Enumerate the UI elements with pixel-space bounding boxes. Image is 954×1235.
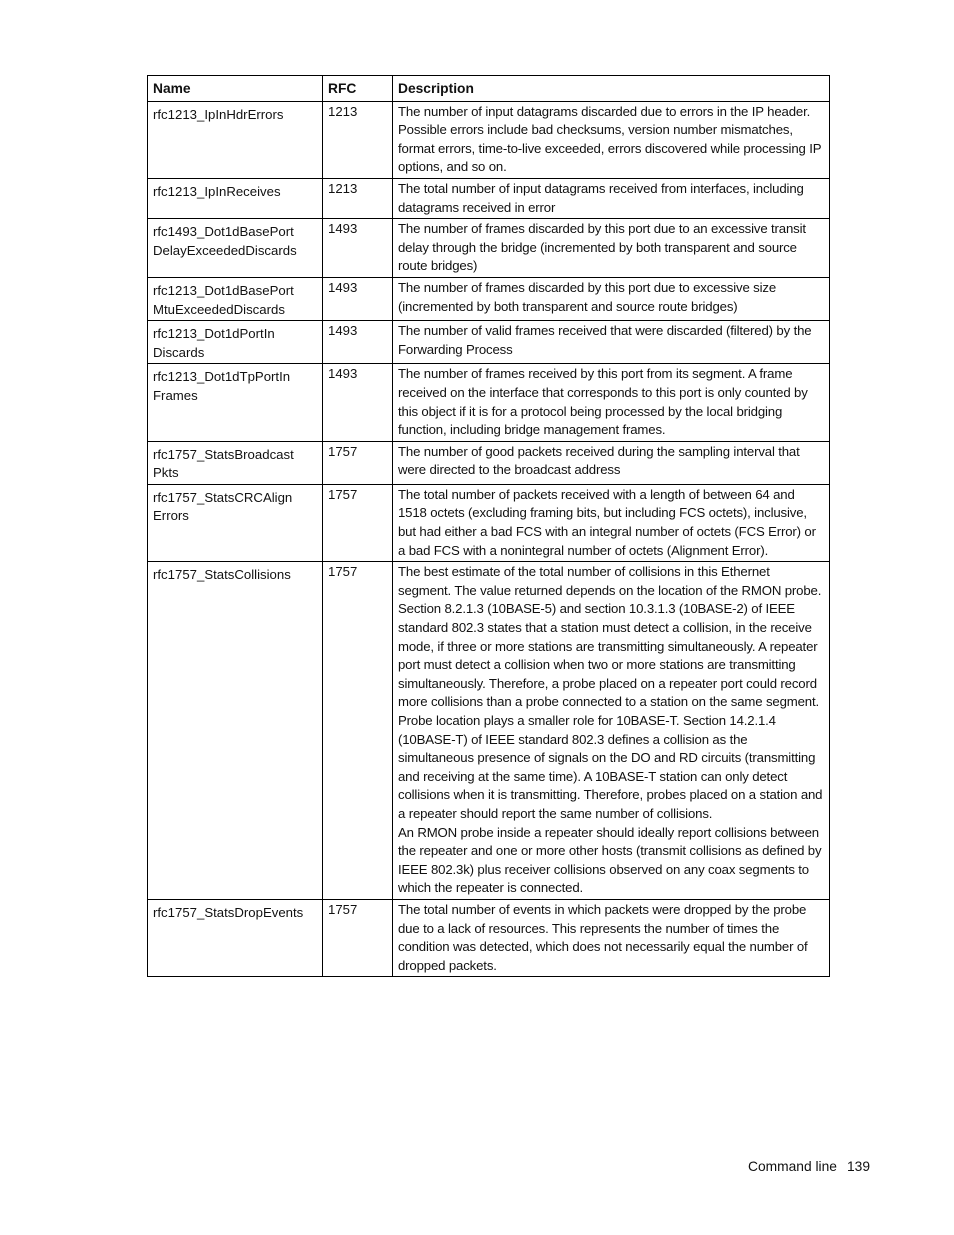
cell-rfc: 1757 xyxy=(323,441,393,484)
name-line: rfc1213_IpInHdrErrors xyxy=(153,106,284,122)
cell-name xyxy=(148,101,323,178)
description-paragraph: The total number of events in which packets were dropped by the probe due to a lack of resources. This represents the number of times the condition was detected, which does not necessarily equal the number of dropped packets. xyxy=(398,901,808,973)
table-row xyxy=(148,562,830,900)
cell-name xyxy=(148,321,323,364)
description-paragraph: An RMON probe inside a repeater should ideally report collisions between the repeater and one or more other hosts (transmit collisions as defined by IEEE 802.3k) plus receiver collisions observed on any coax segments to which the repeater is connected. xyxy=(398,824,822,896)
page-footer xyxy=(748,1159,870,1174)
header-description: Description xyxy=(393,76,830,102)
cell-name xyxy=(148,219,323,278)
cell-description xyxy=(393,364,830,441)
cell-name xyxy=(148,562,323,900)
cell-description xyxy=(393,101,830,178)
name-line: rfc1757_StatsBroadcast xyxy=(153,446,294,462)
table-row xyxy=(148,899,830,976)
name-line: Discards xyxy=(153,344,205,360)
description-paragraph: The number of valid frames received that were discarded (filtered) by the Forwarding Process xyxy=(398,323,812,357)
description-paragraph: The number of frames received by this port from its segment. A frame received on the interface that corresponds to this port is only counted by this object if it is for a protocol being processed by the local bridging function, including bridge management frames. xyxy=(398,366,808,438)
description-paragraph: The number of frames discarded by this port due to an excessive transit delay through the bridge (incremented by both transparent and source route bridges) xyxy=(398,221,806,274)
name-line: rfc1757_StatsDropEvents xyxy=(153,904,304,920)
footer-section: Command line xyxy=(748,1159,837,1174)
table-row xyxy=(148,101,830,178)
cell-description xyxy=(393,219,830,278)
header-rfc: RFC xyxy=(323,76,393,102)
cell-rfc: 1493 xyxy=(323,321,393,364)
description-paragraph: The number of good packets received during the sampling interval that were directed to the broadcast address xyxy=(398,443,800,478)
description-paragraph: Probe location plays a smaller role for 10BASE-T. Section 14.2.1.4 (10BASE-T) of IEEE standard 802.3 defines a collision as the simultaneous presence of signals on the DO and RD circuits (transmitting and receiving at the same time). A 10BASE-T station can only detect collisions when it is transmitting. Therefore, probes placed on a station and a repeater should report the same number of collisions. xyxy=(398,713,823,821)
table-row xyxy=(148,441,830,484)
cell-rfc: 1757 xyxy=(323,484,393,561)
name-line: rfc1213_Dot1dTpPortIn xyxy=(153,369,291,385)
name-line: rfc1493_Dot1dBasePort xyxy=(153,224,294,240)
cell-name xyxy=(148,441,323,484)
cell-rfc: 1213 xyxy=(323,178,393,218)
cell-description xyxy=(393,899,830,976)
cell-description xyxy=(393,562,830,900)
name-line: rfc1213_Dot1dBasePort xyxy=(153,282,294,298)
mib-counter-table xyxy=(147,75,830,977)
cell-description xyxy=(393,441,830,484)
table-row xyxy=(148,219,830,278)
cell-name xyxy=(148,899,323,976)
description-paragraph: The best estimate of the total number of collisions in this Ethernet segment. The value returned depends on the location of the RMON probe. Section 8.2.1.3 (10BASE-5) and section 10.3.1.3 (10BASE-2) of IEEE standard 802.3 states that a station must detect a collision, in the receive mode, if three or more stations are transmitting simultaneously. A repeater port must detect a collision when two or more stations are transmitting simultaneously. Therefore, a probe placed on a repeater port could record more collisions than a probe connected to a station on the same segment. xyxy=(398,564,822,710)
name-line: rfc1213_Dot1dPortIn xyxy=(153,326,275,342)
description-paragraph: The total number of packets received with a length of between 64 and 1518 octets (excluding framing bits, but including FCS octets), inclusive, but had either a bad FCS with an integral number of octets (FCS Error) or a bad FCS with a nonintegral number of octets (Alignment Error). xyxy=(398,486,816,558)
cell-rfc: 1757 xyxy=(323,899,393,976)
name-line: rfc1213_IpInReceives xyxy=(153,183,281,199)
cell-description xyxy=(393,178,830,218)
cell-rfc: 1493 xyxy=(323,219,393,278)
table-body xyxy=(148,101,830,977)
cell-name xyxy=(148,364,323,441)
description-paragraph: The total number of input datagrams received from interfaces, including datagrams received in error xyxy=(398,180,804,215)
description-paragraph: The number of frames discarded by this port due to excessive size (incremented by both transparent and source route bridges) xyxy=(398,279,777,314)
name-line: Pkts xyxy=(153,465,179,481)
name-line: rfc1757_StatsCollisions xyxy=(153,567,291,583)
cell-rfc: 1213 xyxy=(323,101,393,178)
table-row xyxy=(148,277,830,320)
header-name: Name xyxy=(148,76,323,102)
cell-name xyxy=(148,178,323,218)
cell-rfc: 1493 xyxy=(323,277,393,320)
table-row xyxy=(148,321,830,364)
table-row xyxy=(148,484,830,561)
name-line: Errors xyxy=(153,508,189,524)
cell-description xyxy=(393,277,830,320)
cell-description xyxy=(393,484,830,561)
name-line: Frames xyxy=(153,387,198,403)
page-number: 139 xyxy=(846,1159,870,1174)
name-line: rfc1757_StatsCRCAlign xyxy=(153,489,293,505)
table-header-row xyxy=(148,76,830,102)
description-paragraph: The number of input datagrams discarded due to errors in the IP header. Possible errors include bad checksums, version number mismatches, format errors, time-to-live exceeded, errors discovered while processing IP options, and so on. xyxy=(398,103,822,175)
table-row xyxy=(148,364,830,441)
table-row xyxy=(148,178,830,218)
cell-name xyxy=(148,277,323,320)
name-line: DelayExceededDiscards xyxy=(153,242,297,258)
cell-rfc: 1757 xyxy=(323,562,393,900)
cell-name xyxy=(148,484,323,561)
cell-description xyxy=(393,321,830,364)
name-line: MtuExceededDiscards xyxy=(153,301,285,317)
cell-rfc: 1493 xyxy=(323,364,393,441)
